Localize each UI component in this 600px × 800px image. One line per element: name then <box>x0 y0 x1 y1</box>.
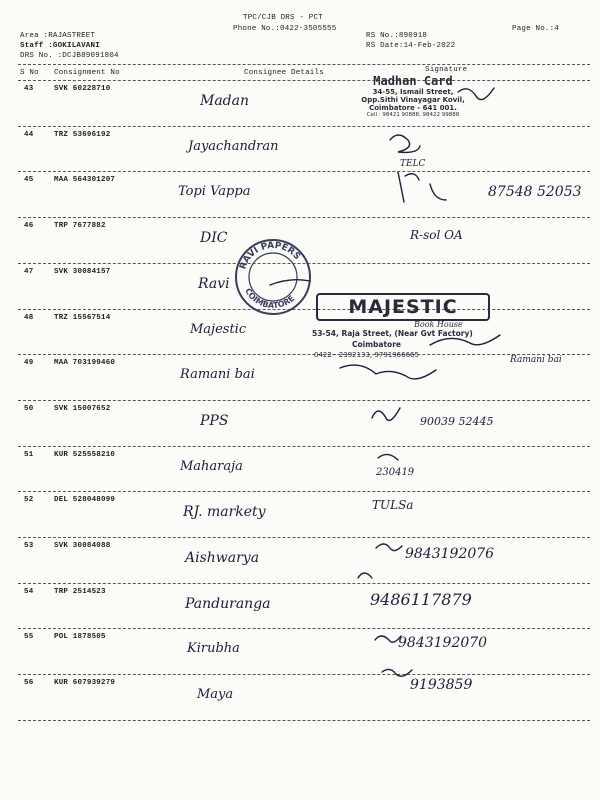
majestic-stamp-title: MAJESTIC <box>316 293 490 321</box>
row-consignee-name: Ramani bai <box>180 367 255 383</box>
row-consignee-name: Ravi <box>198 275 230 292</box>
ravi-stamp-bottom-text: COIMBATORE <box>243 286 297 311</box>
row-consignment-no: KUR 607939279 <box>54 679 116 688</box>
row-consignee-name: Maya <box>197 687 234 703</box>
madhan-stamp-line1: 34-55, Ismail Street, <box>372 88 454 96</box>
row-consignee-name: RJ. markety <box>183 504 266 521</box>
column-signature: Signature <box>425 66 468 74</box>
row-sno: 48 <box>24 313 34 322</box>
row-consignment-no: SVK 15007652 <box>54 404 111 413</box>
column-consignee: Consignee Details <box>244 69 324 77</box>
column-sno: S No <box>20 69 39 77</box>
row-signature: TULSa <box>372 498 414 513</box>
row-consignment-no: MAA 703199460 <box>54 359 116 368</box>
row-sno: 47 <box>24 267 34 276</box>
row-consignee-name: Madan <box>200 93 250 109</box>
phone-number: Phone No.:0422-3505555 <box>233 25 337 33</box>
row-consignment-no: MAA 564301207 <box>54 176 116 185</box>
row-consignee-name: DIC <box>200 230 228 247</box>
row-sno: 44 <box>24 130 34 139</box>
row-consignment-no: TRP 7677882 <box>54 222 106 231</box>
row-signature: R-sol OA <box>410 228 463 243</box>
row-consignee-name: Kirubha <box>187 641 240 657</box>
area-label: Area :RAJASTREET <box>20 32 96 40</box>
majestic-stamp-line2: Coimbatore <box>352 340 401 349</box>
madhan-stamp-line3: Coimbatore - 641 001. <box>369 104 457 112</box>
row-consignee-name: Majestic <box>190 321 247 337</box>
row-sno: 55 <box>24 633 34 642</box>
row-sno: 51 <box>24 450 34 459</box>
row-consignee-name: PPS <box>200 412 229 429</box>
staff-label: Staff :GOKILAVANI <box>20 42 100 50</box>
row-consignee-name: Topi Vappa <box>178 184 251 200</box>
madhan-stamp-title: Madhan Card <box>373 74 453 88</box>
row-sno: 54 <box>24 587 34 596</box>
row-sno: 52 <box>24 496 34 505</box>
company-code: TPC/CJB DRS - PCT <box>243 14 323 22</box>
page-number: Page No.:4 <box>512 25 560 33</box>
row-consignment-no: KUR 525558210 <box>54 450 116 459</box>
row-sno: 46 <box>24 222 34 231</box>
row-consignment-no: POL 1878505 <box>54 633 106 642</box>
madhan-stamp-line4: Cell : 98421 90888, 98422 99888 <box>366 112 460 118</box>
row-consignee-name: Panduranga <box>185 595 271 612</box>
majestic-stamp-sub: Book House <box>414 320 463 329</box>
row-consignment-no: TRZ 53696192 <box>54 130 111 139</box>
majestic-stamp-line1: 53-54, Raja Street, (Near Gvt Factory) <box>312 329 473 338</box>
row-signature: 9843192076 <box>405 546 495 562</box>
row-sno: 53 <box>24 542 34 550</box>
row-signature: 90039 52445 <box>420 414 494 428</box>
row-consignment-no: SVK 60228710 <box>54 85 111 93</box>
row-signature: 9843192070 <box>398 635 488 652</box>
row-consignee-name: Aishwarya <box>185 550 260 566</box>
row-sno: 50 <box>24 404 34 413</box>
majestic-stamp-line3: 0422 - 2392133, 9791966665 <box>314 351 419 359</box>
row-consignee-name: Maharaja <box>180 458 243 474</box>
madhan-stamp-line2: Opp.Sithi Vinayagar Kovil, <box>361 96 465 104</box>
row-consignment-no: TRZ 15567514 <box>54 313 111 322</box>
row-signature: 87548 52053 <box>488 184 582 201</box>
row-consignment-no: TRP 2514523 <box>54 587 106 596</box>
row-sno: 43 <box>24 85 34 93</box>
drs-number: DRS No. :DCJB89091804 <box>20 52 119 60</box>
row-sno: 45 <box>24 176 34 185</box>
row-signature: TELC <box>400 158 426 169</box>
row-sno: 49 <box>24 359 34 368</box>
row-consignment-no: SVK 30084157 <box>54 267 111 276</box>
row-consignment-no: DEL 528048099 <box>54 496 116 505</box>
row-consignee-name: Jayachandran <box>188 138 279 154</box>
row-signature: 9486117879 <box>370 589 472 609</box>
ravi-stamp-top-text: RAVI PAPERS <box>238 240 302 271</box>
rs-number: RS No.:890918 <box>366 32 428 40</box>
row-signature: 230419 <box>376 466 415 478</box>
row-sno: 56 <box>24 679 34 688</box>
row-signature: Ramani bai <box>510 355 562 366</box>
row-consignment-no: SVK 30084088 <box>54 542 111 550</box>
row-signature: 9193859 <box>410 677 473 694</box>
rs-date: RS Date:14-Feb-2022 <box>366 42 456 50</box>
column-consignment: Consignment No <box>54 69 120 77</box>
